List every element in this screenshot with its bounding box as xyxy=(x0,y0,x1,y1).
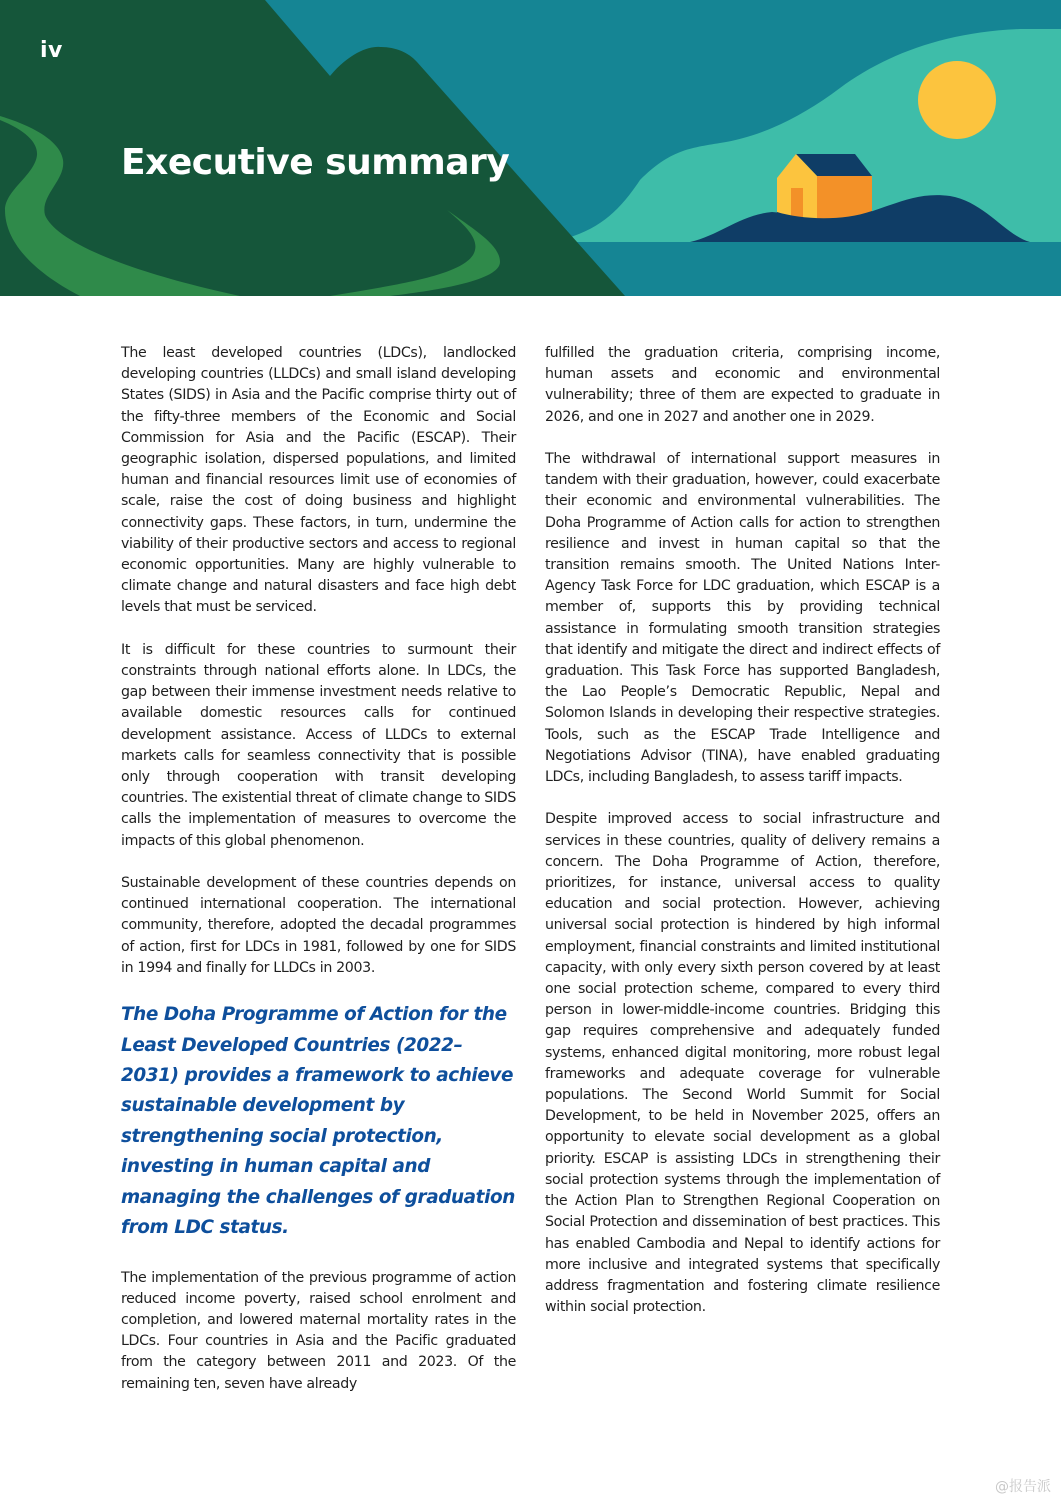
sun-icon xyxy=(918,61,996,139)
paragraph: The least developed countries (LDCs), landlocked developing countries (LLDCs) and small island developing States (SIDS) in Asia and the Pacific comprise thirty out of the fifty-three members of the Economic and Social Commission for Asia and the Pacific (ESCAP). Their geographic isolation, dispersed populations, and limited human and financial resources limit use of economies of scale, raise the cost of doing business and highlight connectivity gaps. These factors, in turn, undermine the viability of their productive sectors and access to regional economic opportunities. Many are highly vulnerable to climate change and natural disasters and face high debt levels that must be serviced. xyxy=(121,345,516,616)
paragraph: The withdrawal of international support measures in tandem with their graduation, however, could exacerbate their economic and environmental vulnerabilities. The Doha Programme of Action calls for action to strengthen resilience and invest in human capital so that the transition remains smooth. The United Nations Inter-Agency Task Force for LDC graduation, which ESCAP is a member of, supports this by providing technical assistance in formulating smooth transition strategies that identify and mitigate the direct and indirect effects of graduation. This Task Force has supported Bangladesh, the Lao People’s Democratic Republic, Nepal and Solomon Islands in developing their respective strategies. Tools, such as the ESCAP Trade Intelligence and Negotiations Advisor (TINA), have enabled graduating LDCs, including Bangladesh, to assess tariff impacts. xyxy=(545,451,940,786)
header-banner xyxy=(0,0,1061,296)
paragraph: The implementation of the previous programme of action reduced income poverty, raised school enrolment and completion, and lowered maternal mortality rates in the LDCs. Four countries in Asia and the Pacific graduated from the category between 2011 and 2023. Of the remaining ten, seven have already xyxy=(121,1269,516,1392)
page-number: iv xyxy=(40,38,63,63)
paragraph: Despite improved access to social infrastructure and services in these countries, quality of delivery remains a concern. The Doha Programme of Action, therefore, prioritizes, for instance, universal access to quality education and social protection. However, achieving universal social protection is hindered by high informal employment, financial constraints and limited institutional capacity, with only every sixth person covered by at least one social protection scheme, compared to every third person in lower-middle-income countries. Bridging this gap requires comprehensive and adequately funded systems, enhanced digital monitoring, more robust legal frameworks and adequate coverage for vulnerable populations. The Second World Summit for Social Development, to be held in November 2025, offers an opportunity to elevate social development as a global priority. ESCAP is assisting LDCs in strengthening their social protection systems through the implementation of the Action Plan to Strengthen Regional Cooperation on Social Protection and dissemination of best practices. This has enabled Cambodia and Nepal to identify actions for more inclusive and integrated systems that specifically address fragmentation and fostering climate resilience within social protection. xyxy=(545,811,940,1316)
house-icon xyxy=(777,154,872,222)
pull-quote: The Doha Programme of Action for the Least Developed Countries (2022–2031) provides a framework to achieve sustainable development by strengthening social protection, investing in human capital and managing the challenges of graduation from LDC status. xyxy=(121,1004,515,1239)
paragraph: It is difficult for these countries to surmount their constraints through national efforts alone. In LDCs, the gap between their immense investment needs relative to available domestic resources calls for continued development assistance. Access of LLDCs to external markets calls for seamless connectivity that is possible only through cooperation with transit developing countries. The existential threat of climate change to SIDS calls the implementation of measures to overcome the impacts of this global phenomenon. xyxy=(121,641,516,849)
right-column xyxy=(545,343,940,1318)
left-column xyxy=(121,343,516,1395)
watermark: @报告派 xyxy=(995,1479,1051,1495)
page-title: Executive summary xyxy=(121,142,510,183)
paragraph: Sustainable development of these countries depends on continued international cooperation. The international community, therefore, adopted the decadal programmes of action, first for LDCs in 1981, followed by one for SIDS in 1994 and finally for LLDCs in 2003. xyxy=(121,875,516,976)
paragraph: fulfilled the graduation criteria, comprising income, human assets and economic and environmental vulnerability; three of them are expected to graduate in 2026, and one in 2027 and another one in 2029. xyxy=(545,345,940,425)
